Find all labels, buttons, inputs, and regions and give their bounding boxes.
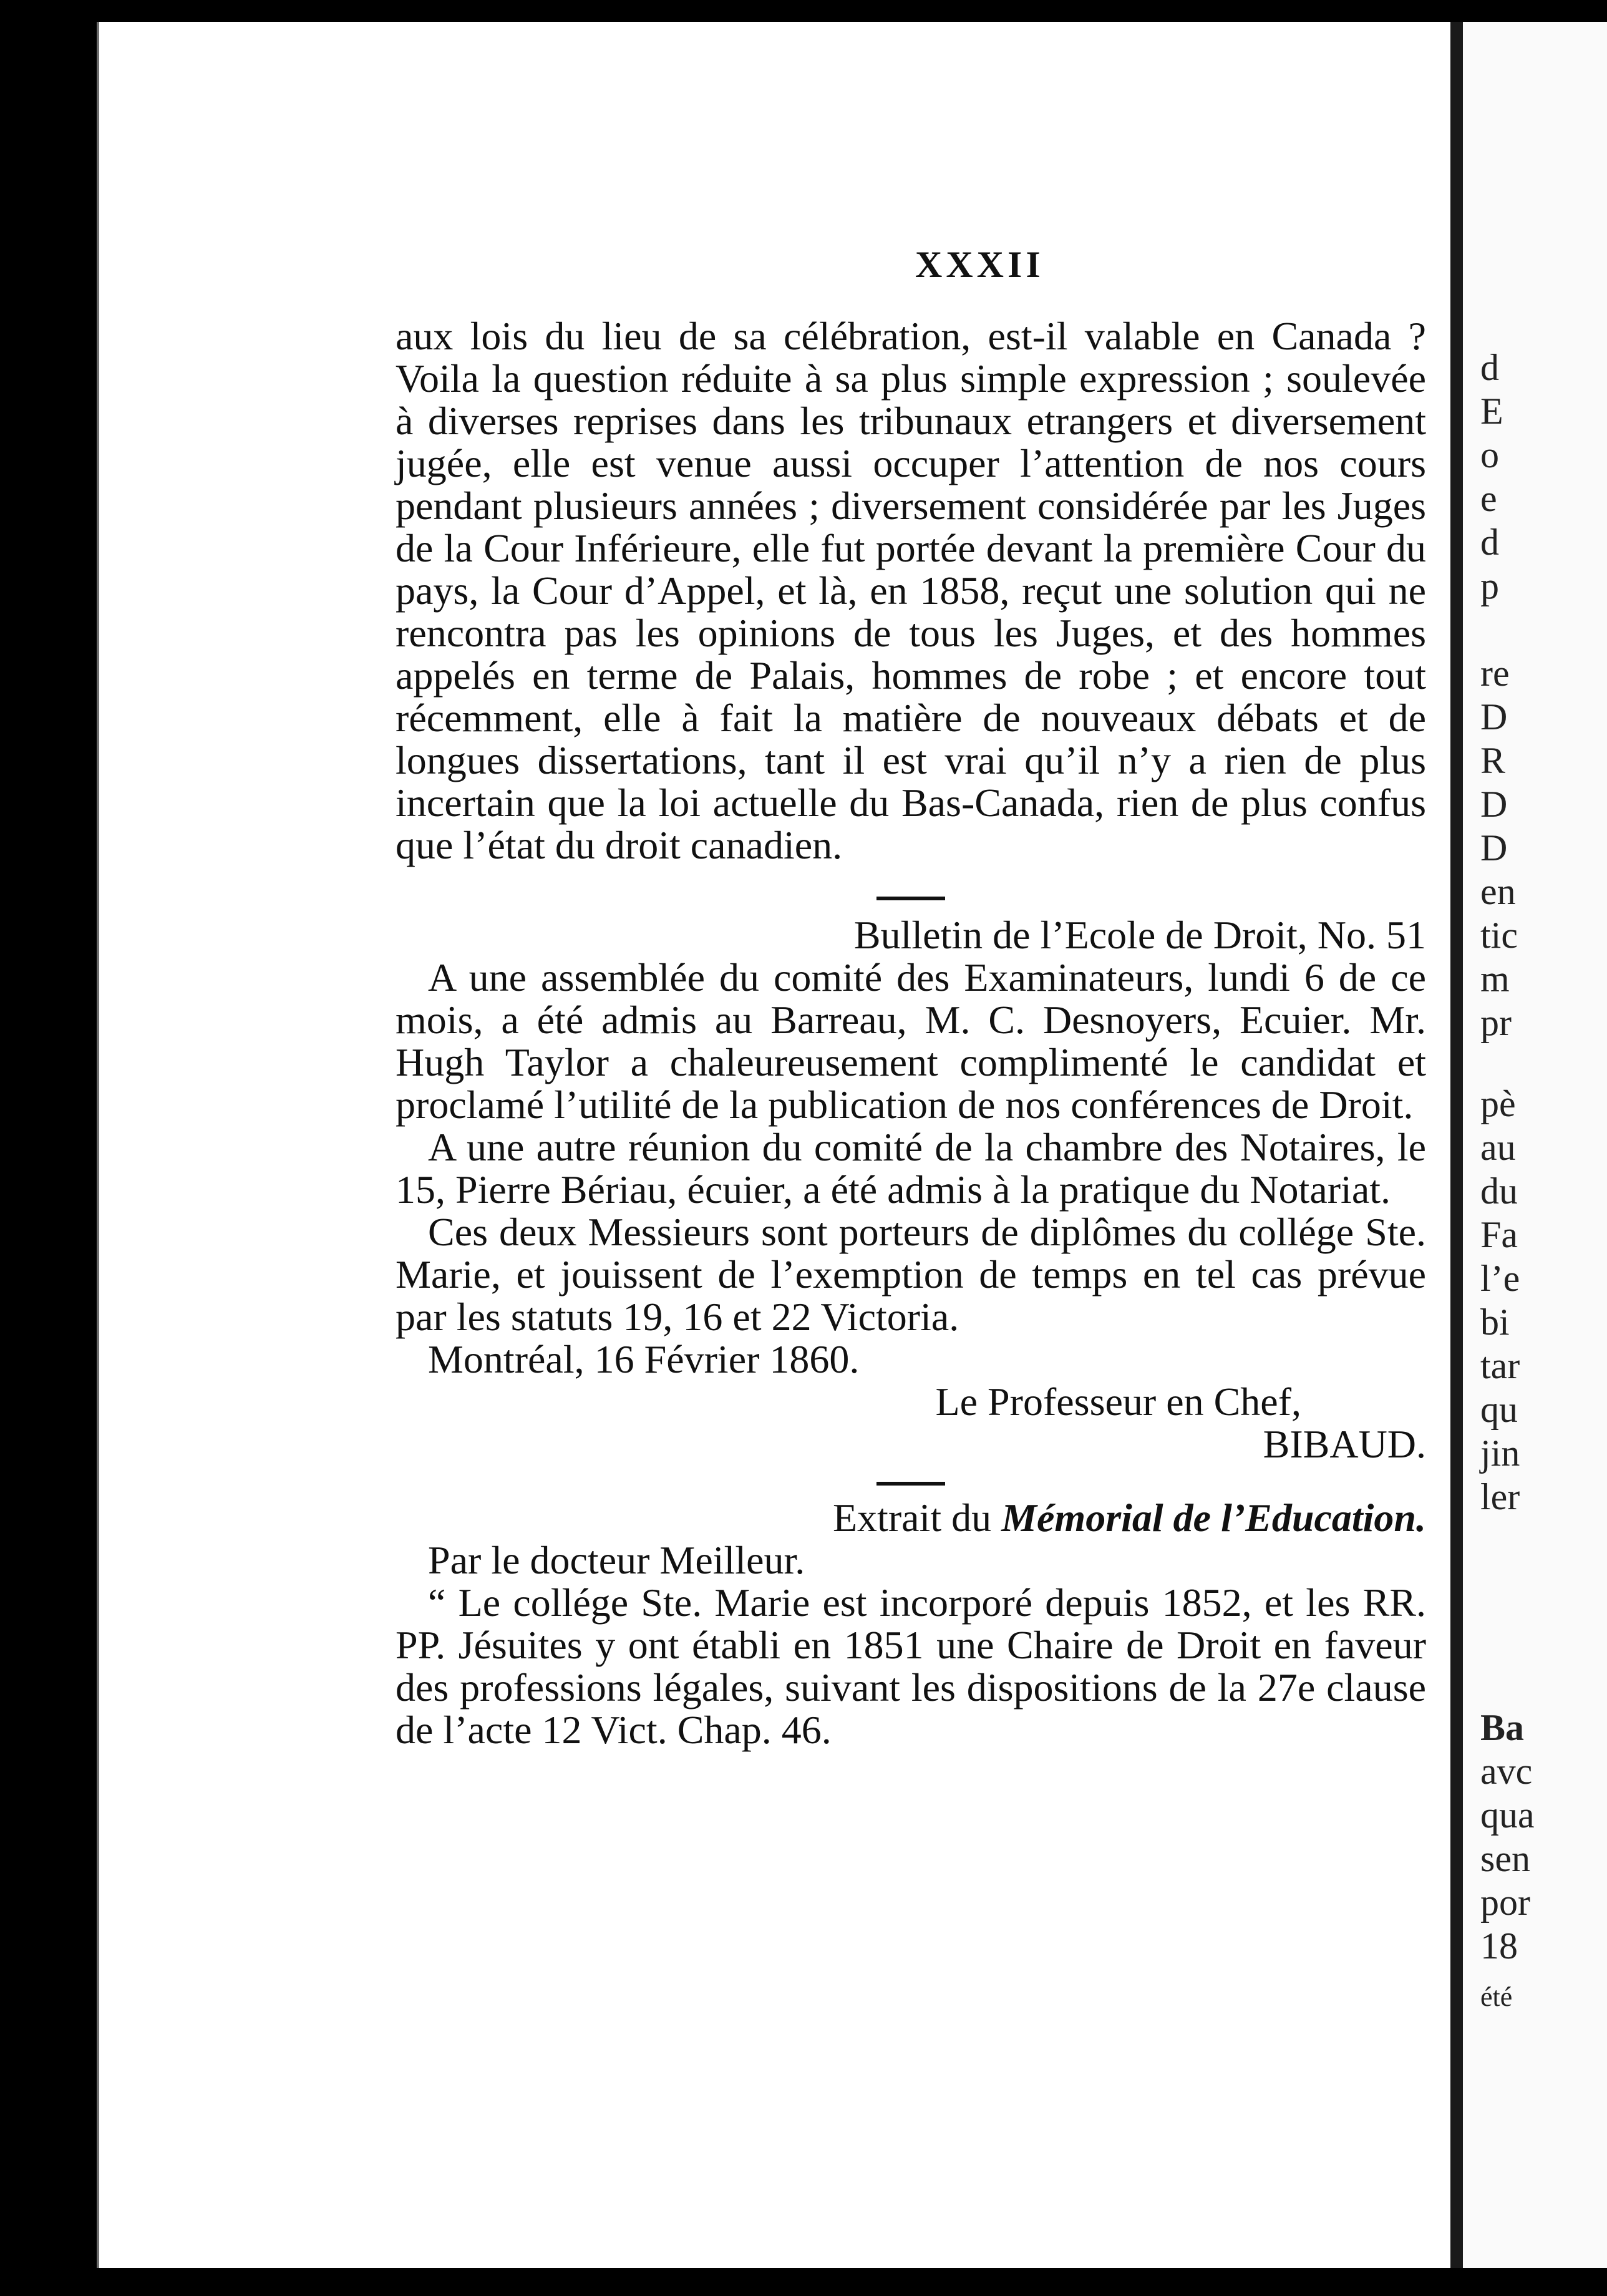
facing-fragment: en <box>1480 871 1516 912</box>
paragraph-marriage-question: aux lois du lieu de sa célébration, est-il valable en Canada ? Voila la question réduite à sa plus simple expression ; soulevée à diverses reprises dans les tribunaux etrangers et diversement jugée, elle est venue aussi occuper l’attention de nos cours pendant plusieurs années ; diversement considérée par les Juges de la Cour Inférieure, elle fut portée devant la première Cour du pays, la Cour d’Appel, et là, en 1858, reçut une solution qui ne rencontra pas les opinions de tous les Juges, et des hommes appelés en terme de Palais, hommes de robe ; et encore tout récemment, elle à fait la matière de nouveaux débats et de longues dissertations, tant il est vrai qu’il n’y a rien de plus incertain que la loi actuelle du Bas-Canada, rien de plus confus que l’état du droit canadien. <box>396 314 1426 867</box>
body-text <box>396 315 1426 1751</box>
extract-heading-prefix: Extrait du <box>832 1496 1002 1540</box>
facing-fragment: Ba <box>1480 1707 1525 1748</box>
dateline: Montréal, 16 Février 1860. <box>428 1337 860 1381</box>
bulletin-paragraph: A une assemblée du comité des Examinateurs, lundi 6 de ce mois, a été admis au Barreau, M. C. Desnoyers, Ecuier. Mr. Hugh Taylor a chaleureusement complimenté le candidat et proclamé l’utilité de la publication de nos conférences de Droit. <box>396 955 1426 1127</box>
extract-heading-title: Mémorial de l’Education. <box>1001 1496 1426 1540</box>
signature-name: BIBAUD. <box>1263 1422 1426 1466</box>
facing-fragment: D <box>1480 827 1508 868</box>
facing-page <box>1463 22 1607 2268</box>
facing-fragment: D <box>1480 784 1508 825</box>
facing-fragment: d <box>1480 522 1499 563</box>
facing-fragment: 18 <box>1480 1925 1518 1967</box>
bulletin-paragraph: A une autre réunion du comité de la chambre des Notaires, le 15, Pierre Bériau, écuier, a été admis à la pratique du Notariat. <box>396 1125 1426 1212</box>
book-page <box>97 22 1453 2268</box>
page-number: XXXII <box>915 244 1044 285</box>
facing-fragment: re <box>1480 653 1510 694</box>
facing-fragment: avc <box>1480 1751 1533 1792</box>
extract-author: Par le docteur Meilleur. <box>428 1538 805 1582</box>
signature-title: Le Professeur en Chef, <box>935 1379 1301 1424</box>
extract-heading <box>396 1497 1426 1539</box>
facing-fragment: tic <box>1480 915 1518 956</box>
facing-fragment: por <box>1480 1882 1530 1923</box>
facing-fragment: p <box>1480 565 1499 606</box>
book-spine <box>1450 22 1463 2268</box>
facing-fragment: bi <box>1480 1301 1510 1343</box>
facing-fragment: du <box>1480 1170 1518 1212</box>
facing-fragment: m <box>1480 958 1510 1000</box>
facing-fragment: au <box>1480 1127 1516 1168</box>
facing-fragment: pè <box>1480 1083 1516 1124</box>
facing-fragment: tar <box>1480 1345 1520 1386</box>
facing-fragment: jin <box>1480 1433 1520 1474</box>
facing-fragment: qua <box>1480 1794 1535 1836</box>
extract-paragraph: “ Le collége Ste. Marie est incorporé depuis 1852, et les RR. PP. Jésuites y ont établi en 1851 une Chaire de Droit en faveur des professions légales, suivant les dispositions de la 27e clause de l’acte 12 Vict. Chap. 46. <box>396 1580 1426 1752</box>
facing-fragment: R <box>1480 740 1506 781</box>
facing-fragment: e <box>1480 478 1497 519</box>
facing-fragment: o <box>1480 434 1499 475</box>
facing-fragment: D <box>1480 696 1508 737</box>
facing-fragment: sen <box>1480 1838 1530 1879</box>
facing-fragment: pr <box>1480 1002 1512 1043</box>
facing-fragment: ler <box>1480 1476 1520 1517</box>
facing-fragment: Fa <box>1480 1214 1518 1255</box>
facing-fragment: qu <box>1480 1389 1518 1430</box>
bulletin-heading: Bulletin de l’Ecole de Droit, No. 51 <box>853 913 1426 957</box>
facing-fragment: été <box>1480 1982 1513 2012</box>
facing-fragment: l’e <box>1480 1258 1520 1299</box>
bulletin-paragraph: Ces deux Messieurs sont porteurs de diplômes du collége Ste. Marie, et jouissent de l’exemption de temps en tel cas prévue par les statuts 19, 16 et 22 Victoria. <box>396 1210 1426 1339</box>
facing-fragment: d <box>1480 347 1499 388</box>
facing-fragment: E <box>1480 391 1503 432</box>
